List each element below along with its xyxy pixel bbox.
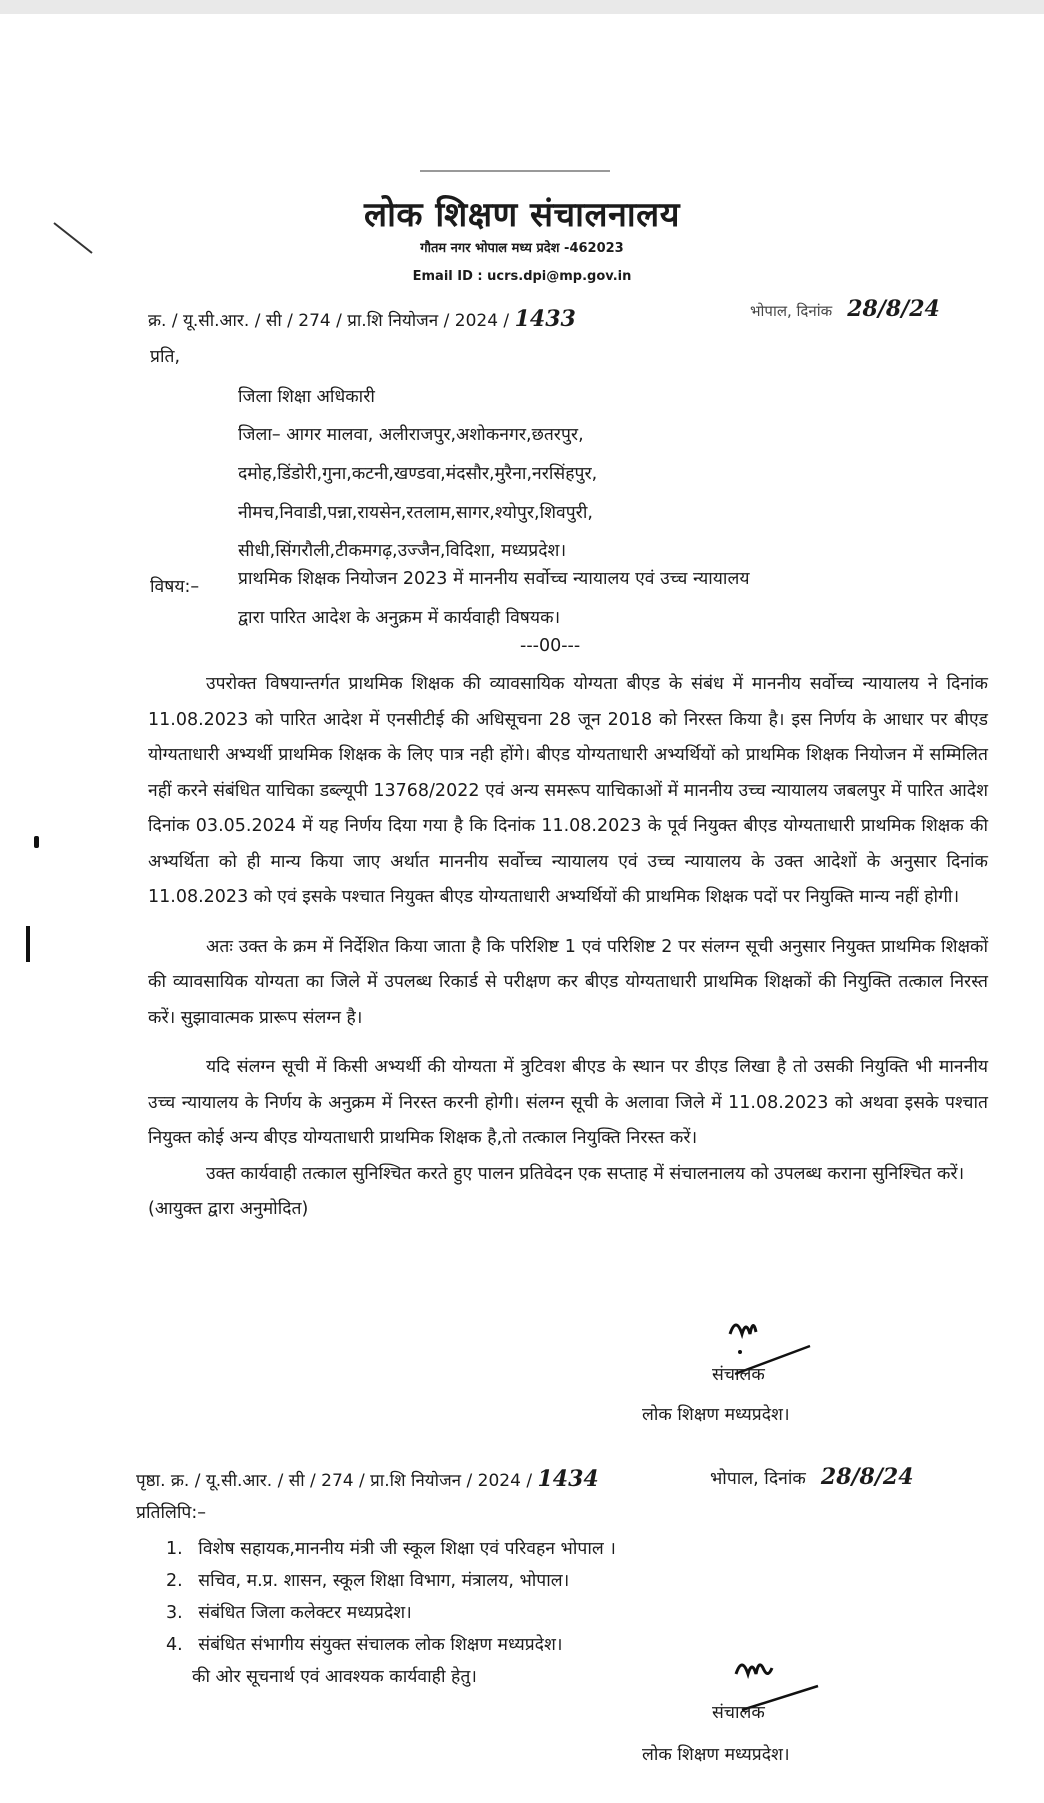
header-rule — [420, 170, 610, 172]
signatory-office: लोक शिक्षण मध्यप्रदेश। — [642, 1745, 790, 1765]
copy-to-label: प्रतिलिपि:– — [136, 1503, 206, 1523]
subject-label: विषय:– — [150, 577, 200, 597]
reference-number — [148, 306, 576, 332]
signatory-office: लोक शिक्षण मध्यप्रदेश। — [642, 1405, 790, 1425]
endorsement-place-date-label: भोपाल, दिनांक — [710, 1469, 806, 1489]
letter-page — [0, 14, 1044, 1803]
copy-item-text: सचिव, म.प्र. शासन, स्कूल शिक्षा विभाग, मंत्रालय, भोपाल। — [198, 1571, 570, 1591]
margin-line-mark — [26, 926, 30, 962]
copy-closing-line: की ओर सूचनार्थ एवं आवश्यक कार्यवाही हेतु। — [192, 1667, 477, 1687]
reference-number-handwritten: 1433 — [514, 306, 576, 332]
endorsement-date-handwritten: 28/8/24 — [820, 1464, 914, 1490]
copy-item-number: 1. — [166, 1539, 183, 1559]
recipient-line: सीधी,सिंगरौली,टीकमगढ़,उज्जैन,विदिशा, मध्यप्रदेश। — [238, 541, 567, 561]
prati-label: प्रति, — [150, 347, 181, 367]
body-paragraph: उपरोक्त विषयान्तर्गत प्राथमिक शिक्षक की व्यावसायिक योग्यता बीएड के संबंध में माननीय सर्वोच्च न्यायालय ने दिनांक 11.08.2023 को पारित आदेश में एनसीटीई की अधिसूचना 28 जून 2018 को निरस्त किया है। इस निर्णय के आधार पर बीएड योग्यताधारी अभ्यर्थी प्राथमिक शिक्षक के लिए पात्र नही होंगे। बीएड योग्यताधारी अभ्यर्थियों को प्राथमिक शिक्षक नियोजन में सम्मिलित नहीं करने संबंधित याचिका डब्ल्यूपी 13768/2022 एवं अन्य समरूप याचिकाओं में माननीय उच्च न्यायालय जबलपुर में पारित आदेश दिनांक 03.05.2024 में यह निर्णय दिया गया है कि दिनांक 11.08.2023 के पूर्व नियुक्त बीएड योग्यताधारी प्राथमिक शिक्षक की अभ्यर्थिता को ही मान्य किया जाए अर्थात माननीय सर्वोच्च न्यायालय एवं उच्च न्यायालय के उक्त आदेशों के अनुसार दिनांक 11.08.2023 को एवं इसके पश्चात नियुक्त बीएड योग्यताधारी अभ्यर्थियों की प्राथमिक शिक्षक पदों पर नियुक्ति मान्य नहीं होगी। — [148, 674, 988, 907]
endorsement-number — [136, 1466, 599, 1492]
approval-note: (आयुक्त द्वारा अनुमोदित) — [148, 1199, 309, 1219]
endorsement-date — [710, 1464, 914, 1490]
reference-date-handwritten: 28/8/24 — [847, 296, 940, 322]
subject-line: प्राथमिक शिक्षक नियोजन 2023 में माननीय सर्वोच्च न्यायालय एवं उच्च न्यायालय — [238, 569, 750, 589]
body-paragraph: उक्त कार्यवाही तत्काल सुनिश्चित करते हुए पालन प्रतिवेदन एक सप्ताह में संचालनालय को उपलब्ध कराना सुनिश्चित करें। — [206, 1163, 965, 1184]
separator: ---00--- — [520, 636, 581, 656]
margin-dot-mark — [34, 836, 39, 848]
copy-item-text: संबंधित जिला कलेक्टर मध्यप्रदेश। — [198, 1603, 412, 1623]
copy-item-text: संबंधित संभागीय संयुक्त संचालक लोक शिक्षण मध्यप्रदेश। — [198, 1635, 563, 1655]
endorsement-number-handwritten: 1434 — [537, 1466, 599, 1492]
endorsement-number-prefix: पृष्ठा. क्र. / यू.सी.आर. / सी / 274 / प्रा.शि नियोजन / 2024 / — [136, 1471, 533, 1491]
copy-list-item — [166, 1600, 412, 1624]
signatory-designation: संचालक — [712, 1365, 765, 1385]
letter-body — [148, 667, 988, 1228]
reference-date — [750, 296, 940, 322]
copy-list-item — [166, 1536, 616, 1560]
copy-list-item — [166, 1632, 563, 1656]
copy-item-number: 4. — [166, 1635, 183, 1655]
reference-place-date-label: भोपाल, दिनांक — [750, 302, 833, 320]
body-paragraph: यदि संलग्न सूची में किसी अभ्यर्थी की योग्यता में त्रुटिवश बीएड के स्थान पर डीएड लिखा है तो उसकी नियुक्ति भी माननीय उच्च न्यायालय के निर्णय के अनुक्रम में निरस्त करनी होगी। संलग्न सूची के अलावा जिले में 11.08.2023 को अथवा इसके पश्चात नियुक्त कोई अन्य बीएड योग्यताधारी प्राथमिक शिक्षक है,तो तत्काल नियुक्ति निरस्त करें। — [148, 1057, 988, 1148]
office-email: Email ID : ucrs.dpi@mp.gov.in — [412, 269, 632, 284]
subject-line: द्वारा पारित आदेश के अनुक्रम में कार्यवाही विषयक। — [238, 608, 561, 628]
recipient-line: जिला शिक्षा अधिकारी — [238, 387, 375, 407]
recipient-line: नीमच,निवाडी,पन्ना,रायसेन,रतलाम,सागर,श्योपुर,शिवपुरी, — [238, 503, 593, 523]
office-address: गौतम नगर भोपाल मध्य प्रदेश -462023 — [420, 241, 624, 256]
recipient-line: जिला– आगर मालवा, अलीराजपुर,अशोकनगर,छतरपुर, — [238, 425, 584, 445]
copy-list-item — [166, 1568, 569, 1592]
copy-item-text: विशेष सहायक,माननीय मंत्री जी स्कूल शिक्षा एवं परिवहन भोपाल । — [198, 1539, 616, 1559]
office-title: लोक शिक्षण संचालनालय — [364, 195, 680, 235]
image-top-border — [0, 0, 1044, 14]
signatory-designation: संचालक — [712, 1703, 765, 1723]
copy-item-number: 3. — [166, 1603, 183, 1623]
copy-item-number: 2. — [166, 1571, 183, 1591]
body-paragraph: अतः उक्त के क्रम में निर्देशित किया जाता है कि परिशिष्ट 1 एवं परिशिष्ट 2 पर संलग्न सूची अनुसार नियुक्त प्राथमिक शिक्षकों की व्यावसायिक योग्यता का जिले में उपलब्ध रिकार्ड से परीक्षण कर बीएड योग्यताधारी प्राथमिक शिक्षकों की नियुक्ति तत्काल निरस्त करें। सुझावात्मक प्रारूप संलग्न है। — [148, 936, 988, 1028]
recipient-line: दमोह,डिंडोरी,गुना,कटनी,खण्डवा,मंदसौर,मुरैना,नरसिंहपुर, — [238, 464, 598, 484]
reference-number-prefix: क्र. / यू.सी.आर. / सी / 274 / प्रा.शि नियोजन / 2024 / — [148, 311, 510, 331]
